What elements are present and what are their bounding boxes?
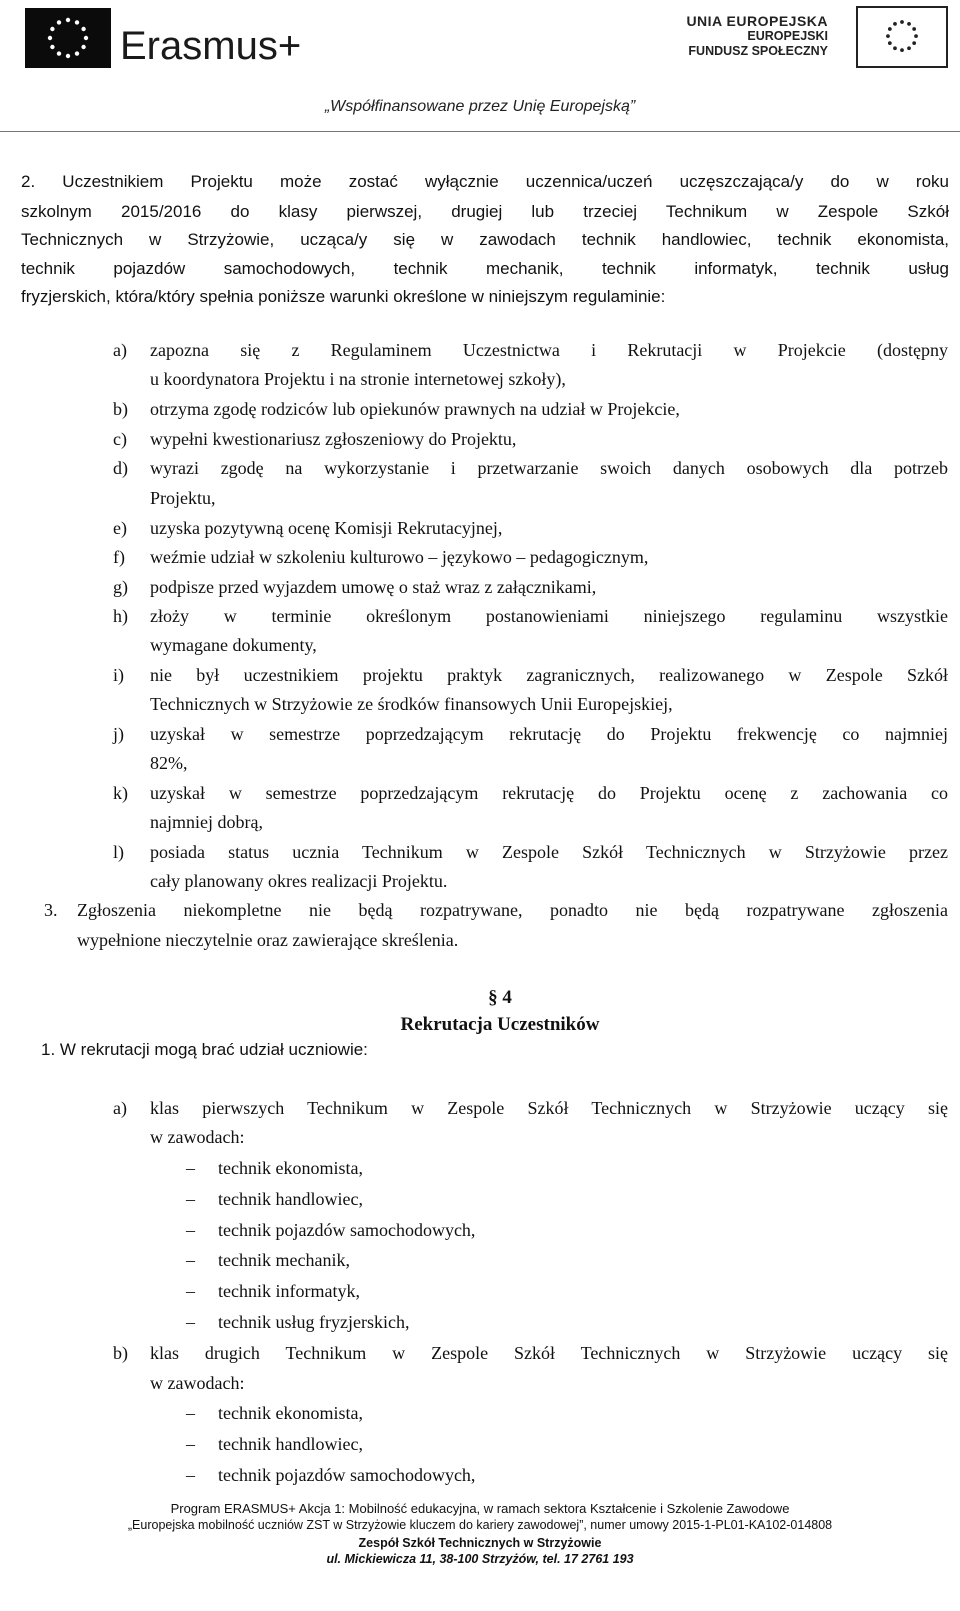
profession-item: technik mechanik, (218, 1250, 350, 1270)
list-item-letter: i) (113, 665, 124, 685)
paragraph-line: wypełnione nieczytelnie oraz zawierające skreślenia. (77, 930, 459, 950)
profession-item: technik informatyk, (218, 1281, 360, 1301)
dash-bullet: – (186, 1312, 195, 1332)
profession-item: technik handlowiec, (218, 1434, 363, 1454)
list-item-line: weźmie udział w szkoleniu kulturowo – językowo – pedagogicznym, (150, 547, 649, 567)
list-item-letter: h) (113, 606, 128, 626)
list-item-letter: l) (113, 842, 124, 862)
list-item-line: cały planowany okres realizacji Projektu. (150, 871, 448, 891)
footer-school-name: Zespół Szkół Technicznych w Strzyżowie (358, 1536, 602, 1550)
footer-program-line: Program ERASMUS+ Akcja 1: Mobilność edukacyjna, w ramach sektora Kształcenie i Szkolenie Zawodowe (170, 1501, 790, 1516)
paragraph-line: technik pojazdów samochodowych, technik mechanik, technik informatyk, technik usług (21, 259, 949, 278)
paragraph-line: fryzjerskich, która/który spełnia poniższe warunki określone w niniejszym regulaminie: (21, 287, 666, 306)
eu-fund-line3: FUNDUSZ SPOŁECZNY (688, 44, 828, 58)
dash-bullet: – (186, 1189, 195, 1209)
eu-fund-label (686, 14, 828, 59)
profession-item: technik ekonomista, (218, 1403, 363, 1423)
list-item-letter: g) (113, 577, 128, 597)
list-item-letter: a) (113, 1098, 127, 1118)
list-item-letter: c) (113, 429, 127, 449)
dash-bullet: – (186, 1220, 195, 1240)
list-item-line: w zawodach: (150, 1127, 245, 1147)
list-item-line: w zawodach: (150, 1373, 245, 1393)
dash-bullet: – (186, 1250, 195, 1270)
erasmus-logo-text: Erasmus+ (120, 24, 302, 68)
list-item-line: Projektu, (150, 488, 216, 508)
section-number: § 4 (488, 987, 512, 1008)
list-item-line: uzyskał w semestrze poprzedzającym rekrutację do Projektu ocenę z zachowania co (150, 783, 948, 803)
list-item-letter: d) (113, 458, 128, 478)
list-item-line: klas pierwszych Technikum w Zespole Szkół Technicznych w Strzyżowie uczący się (150, 1098, 948, 1118)
list-item-line: uzyskał w semestrze poprzedzającym rekrutację do Projektu frekwencję co najmniej (150, 724, 948, 744)
section-title: Rekrutacja Uczestników (400, 1014, 600, 1035)
list-item-line: zapozna się z Regulaminem Uczestnictwa i Rekrutacji w Projekcie (dostępny (150, 340, 948, 360)
paragraph-line: szkolnym 2015/2016 do klasy pierwszej, drugiej lub trzeciej Technikum w Zespole Szkół (21, 202, 949, 221)
list-item-line: najmniej dobrą, (150, 812, 263, 832)
list-item-line: otrzyma zgodę rodziców lub opiekunów prawnych na udział w Projekcie, (150, 399, 680, 419)
list-item-line: posiada status ucznia Technikum w Zespole Szkół Technicznych w Strzyżowie przez (150, 842, 948, 862)
dash-bullet: – (186, 1465, 195, 1485)
list-item-line: u koordynatora Projektu i na stronie internetowej szkoły), (150, 369, 566, 389)
eu-fund-line2: EUROPEJSKI (747, 29, 828, 43)
list-item-line: podpisze przed wyjazdem umowę o staż wraz z załącznikami, (150, 577, 597, 597)
profession-item: technik pojazdów samochodowych, (218, 1465, 476, 1485)
list-item-letter: e) (113, 518, 127, 538)
list-item-letter: k) (113, 783, 128, 803)
list-item-line: klas drugich Technikum w Zespole Szkół Technicznych w Strzyżowie uczący się (150, 1343, 948, 1363)
paragraph-line: 2. Uczestnikiem Projektu może zostać wyłącznie uczennica/uczeń uczęszczająca/y do w roku (21, 172, 949, 191)
list-item-line: wyrazi zgodę na wykorzystanie i przetwarzanie swoich danych osobowych dla potrzeb (150, 458, 948, 478)
list-item-letter: b) (113, 1343, 128, 1363)
footer-school-address: ul. Mickiewicza 11, 38-100 Strzyżów, tel. 17 2761 193 (326, 1552, 634, 1566)
list-item-letter: j) (113, 724, 124, 744)
header-divider (0, 131, 960, 132)
dash-bullet: – (186, 1403, 195, 1423)
eu-flag-outline-icon (856, 6, 948, 68)
paragraph-line: Technicznych w Strzyżowie, ucząca/y się w zawodach technik handlowiec, technik ekonomista, (21, 230, 949, 249)
dash-bullet: – (186, 1158, 195, 1178)
cofinanced-notice: „Współfinansowane przez Unię Europejską” (324, 98, 636, 115)
list-item-letter: a) (113, 340, 127, 360)
list-item-line: nie był uczestnikiem projektu praktyk zagranicznych, realizowanego w Zespole Szkół (150, 665, 948, 685)
recruitment-intro: 1. W rekrutacji mogą brać udział uczniowie: (41, 1040, 368, 1059)
list-item-line: wymagane dokumenty, (150, 635, 317, 655)
eu-flag-icon (25, 8, 111, 68)
eu-fund-line1: UNIA EUROPEJSKA (686, 13, 828, 29)
profession-item: technik handlowiec, (218, 1189, 363, 1209)
list-item-line: wypełni kwestionariusz zgłoszeniowy do Projektu, (150, 429, 517, 449)
list-item-letter: f) (113, 547, 125, 567)
list-item-line: Technicznych w Strzyżowie ze środków finansowych Unii Europejskiej, (150, 694, 673, 714)
list-item-line: złoży w terminie określonym postanowieniami niniejszego regulaminu wszystkie (150, 606, 948, 626)
profession-item: technik usług fryzjerskich, (218, 1312, 410, 1332)
profession-item: technik pojazdów samochodowych, (218, 1220, 476, 1240)
list-item-letter: b) (113, 399, 128, 419)
list-item-line: 82%, (150, 753, 188, 773)
dash-bullet: – (186, 1434, 195, 1454)
dash-bullet: – (186, 1281, 195, 1301)
profession-item: technik ekonomista, (218, 1158, 363, 1178)
footer-project-line: „Europejska mobilność uczniów ZST w Strzyżowie kluczem do kariery zawodowej”, numer umowy 2015-1-PL01-KA102-014808 (127, 1518, 833, 1532)
paragraph-line: Zgłoszenia niekompletne nie będą rozpatrywane, ponadto nie będą rozpatrywane zgłoszenia (77, 900, 948, 920)
point-number: 3. (44, 900, 58, 920)
list-item-line: uzyska pozytywną ocenę Komisji Rekrutacyjnej, (150, 518, 503, 538)
